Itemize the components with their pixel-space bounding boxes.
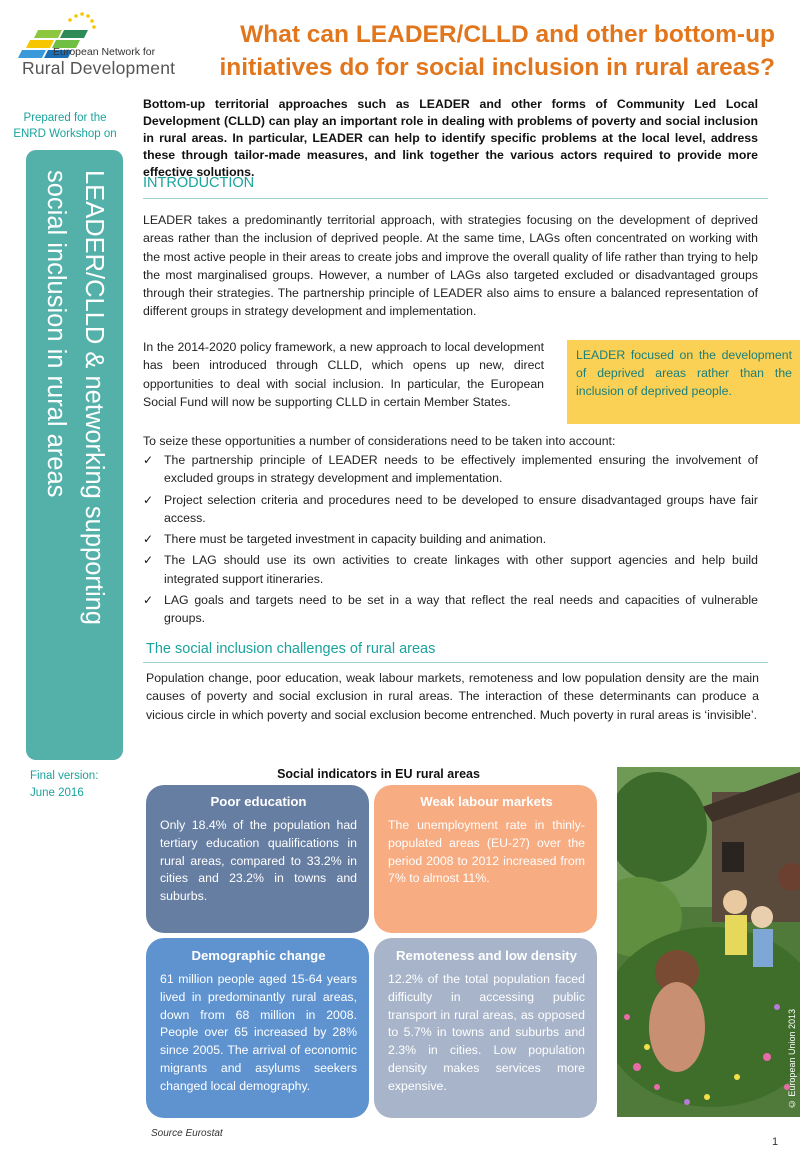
list-item: [143, 591, 758, 628]
page-title: [215, 18, 775, 84]
final-version-label: Final version:: [30, 770, 99, 782]
indicator-text: Only 18.4% of the population had tertiary education qualifications in rural areas, compared to 33.2% in cities and 23.2% in towns and suburbs.: [160, 818, 357, 904]
indicator-text: 61 million people aged 15-64 years lived in predominantly rural areas, down from 68 million in 2008. People over 65 increased by 28% since 2005. The arrival of economic migrants and asylums seekers changed local demography.: [160, 972, 357, 1093]
checkmark-icon: ✓: [143, 553, 154, 568]
introduction-paragraph-2: In the 2014-2020 policy framework, a new approach to local development has been introduced through CLLD, which opens up new, direct opportunities to deal with social inclusion. In particular, the European Social Fund will now be supporting CLLD in certain Member States.: [143, 340, 544, 409]
highlight-callout: LEADER focused on the development of deprived areas rather than the inclusion of deprived people.: [567, 340, 800, 424]
considerations-list: [143, 451, 758, 631]
list-item-text: Project selection criteria and procedures need to be developed to ensure disadvantaged groups have fair access.: [164, 492, 758, 525]
indicator-text: 12.2% of the total population faced difficulty in accessing public transport in rural areas, as opposed to 5.7% in towns and suburbs and 2.3% in cities. Low population density makes services more expensive.: [388, 972, 585, 1093]
checkmark-icon: ✓: [143, 593, 154, 608]
indicator-box-weak-labour-markets: [374, 785, 597, 933]
photo-illustration: [617, 767, 800, 1117]
introduction-paragraph-1: LEADER takes a predominantly territorial approach, with strategies focusing on the development of deprived areas rather than the inclusion of deprived people. At the same time, LAGs often concentrated on working with the most active people in their areas to create jobs and improve the overall quality of life rather than trying to help the most marginalised groups. However, a number of LAGs also targeted excluded or disadvantaged groups through their strategies. The partnership principle of LEADER also aims to ensure a balanced representation of different groups in strategy development and implementation.: [143, 213, 758, 319]
checkmark-icon: ✓: [143, 492, 154, 507]
page-number: 1: [772, 1136, 779, 1148]
social-inclusion-paragraph: Population change, poor education, weak labour markets, remoteness and low population density are the main causes of poverty and social exclusion in rural areas. The interaction of these determinants can produce a vicious circle in which poverty and social exclusion become entrenched. Much poverty in rural areas is ‘invisible’.: [146, 671, 759, 722]
photo-credit: © European Union 2013: [787, 1008, 797, 1109]
divider: [143, 662, 768, 663]
divider: [143, 198, 768, 199]
list-item-text: LAG goals and targets need to be set in a way that reflect the real needs and capacities of vulnerable groups.: [164, 593, 758, 626]
indicator-box-poor-education: [146, 785, 369, 933]
indicator-box-remoteness: [374, 938, 597, 1118]
introduction-heading: INTRODUCTION: [143, 175, 255, 191]
final-version-note: [30, 768, 98, 802]
list-item: [143, 491, 758, 528]
title-line-1: What can LEADER/CLLD and other bottom-up: [240, 21, 775, 48]
final-version-date: June 2016: [30, 787, 84, 799]
list-item-text: The LAG should use its own activities to create linkages with other support agencies and help build integrated support itineraries.: [164, 553, 758, 586]
checkmark-icon: ✓: [143, 532, 154, 547]
list-item: [143, 551, 758, 588]
indicator-heading: Demographic change: [191, 948, 326, 963]
indicator-box-demographic-change: [146, 938, 369, 1118]
list-item-text: The partnership principle of LEADER needs to be effectively implemented ensuring the involvement of excluded groups in strategy development and implementation.: [164, 453, 758, 486]
indicators-title: Social indicators in EU rural areas: [277, 767, 480, 781]
title-line-2: initiatives do for social inclusion in rural areas?: [219, 54, 775, 81]
list-item: [143, 530, 758, 548]
social-inclusion-heading: The social inclusion challenges of rural areas: [146, 641, 436, 657]
workshop-title-line-1: LEADER/CLLD & networking supporting: [80, 170, 108, 625]
workshop-title-line-2: social inclusion in rural areas: [42, 170, 70, 498]
workshop-banner: [26, 150, 123, 760]
source-note: Source Eurostat: [151, 1128, 223, 1139]
list-item: [143, 451, 758, 488]
checkmark-icon: ✓: [143, 453, 154, 467]
indicator-text: The unemployment rate in thinly-populated areas (EU-27) over the period 2008 to 2012 increased from 7% to almost 11%.: [388, 818, 585, 886]
rural-garden-photo: [617, 767, 800, 1117]
logo-name: Rural Development: [22, 58, 176, 78]
indicator-heading: Poor education: [210, 794, 307, 809]
list-item-text: There must be targeted investment in capacity building and animation.: [164, 532, 547, 547]
lead-paragraph: Bottom-up territorial approaches such as LEADER and other forms of Community Led Local Development (CLLD) can play an important role in dealing with problems of poverty and social inclusion in rural areas. In particular, LEADER can help to identify specific problems at the local level, address these through tailor-made measures, and link together the various actors required to provide more effective solutions.: [143, 97, 758, 179]
considerations-intro: To seize these opportunities a number of considerations need to be taken into account:: [143, 434, 616, 448]
workshop-title: [26, 150, 123, 760]
prepared-for-note: Prepared for the ENRD Workshop on: [13, 112, 117, 140]
logo-subtitle: European Network for: [53, 46, 156, 58]
indicator-heading: Remoteness and low density: [395, 948, 577, 963]
indicator-heading: Weak labour markets: [420, 794, 553, 809]
